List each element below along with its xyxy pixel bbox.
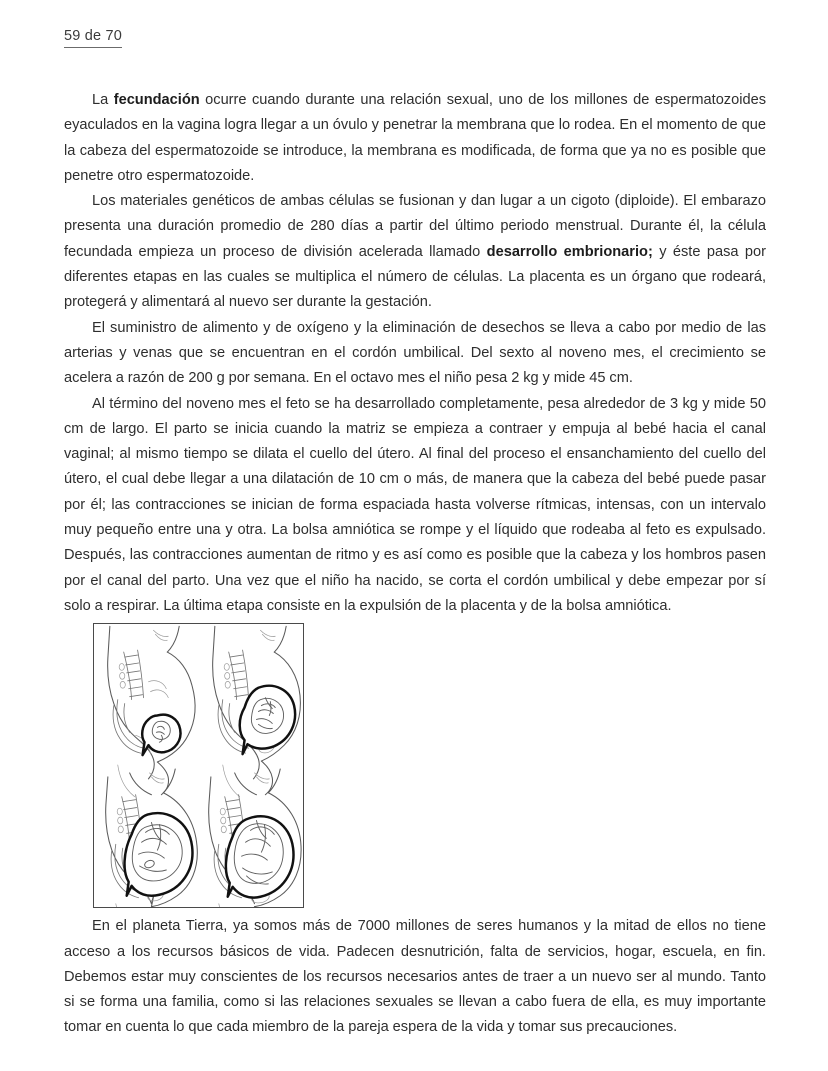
- text-run: La: [92, 92, 114, 108]
- paragraph-noveno-mes-parto: [64, 392, 766, 620]
- paragraph-suministro: [64, 316, 766, 392]
- body-content: [64, 88, 766, 1041]
- text-run: El suministro de alimento y de oxígeno y la eliminación de desechos se lleva a cabo por medio de las arterias y venas que se encuentran en el cordón umbilical. Del sexto al noveno mes, el crecimiento se acelera a razón de 200 g por semana. En el octavo mes el niño pesa 2 kg y mide 45 cm.: [64, 319, 766, 387]
- page-number-header: 59 de 70: [64, 27, 122, 48]
- paragraph-materiales-geneticos: [64, 189, 766, 315]
- figure-container: [93, 623, 766, 908]
- fetal-development-stages-illustration: [93, 623, 304, 908]
- text-run: y éste pasa por diferentes etapas en las cuales se multiplica el número de células. La placenta es un órgano que rodeará, protegerá y alimentará al nuevo ser durante la gestación.: [64, 243, 766, 311]
- text-run: En el planeta Tierra, ya somos más de 7000 millones de seres humanos y la mitad de ellos no tiene acceso a los recursos básicos de vida. Padecen desnutrición, falta de servicios, hogar, escuela, en fin. Debemos estar muy conscientes de los recursos necesarios antes de traer a un nuevo ser al mundo. Tanto si se forma una familia, como si las relaciones sexuales se llevan a cabo fuera de ella, es muy importante tomar en cuenta lo que cada miembro de la pareja espera de la vida y tomar sus precauciones.: [64, 918, 766, 1036]
- text-run: ocurre cuando durante una relación sexual, uno de los millones de espermatozoides eyaculados en la vagina logra llegar a un óvulo y penetrar la membrana que lo rodea. En el momento de que la cabeza del espermatozoide se introduce, la membrana es modificada, de forma que ya no es posible que penetre otro espermatozoide.: [64, 92, 766, 184]
- paragraph-fecundacion: [64, 88, 766, 189]
- text-run-bold: fecundación: [113, 92, 200, 108]
- paragraph-planeta-tierra: [64, 914, 766, 1040]
- text-run: Al término del noveno mes el feto se ha desarrollado completamente, pesa alrededor de 3 kg y mide 50 cm de largo. El parto se inicia cuando la matriz se empieza a contraer y empuja al bebé hacia el canal vaginal; al mismo tiempo se dilata el cuello del útero. Al final del proceso el ensanchamiento del cuello del útero, el cual debe llegar a una dilatación de 10 cm o más, de manera que la cabeza del bebé puede pasar por él; las contracciones se inician de forma espaciada hasta volverse rítmicas, intensas, con un intervalo muy pequeño entre una y otra. La bolsa amniótica se rompe y el líquido que rodeaba al feto es expulsado. Después, las contracciones aumentan de ritmo y es así como es posible que la cabeza y los hombros pasen por el canal del parto. Una vez que el niño ha nacido, se corta el cordón umbilical y debe empezar por sí solo a respirar. La última etapa consiste en la expulsión de la placenta y de la bolsa amniótica.: [64, 395, 766, 614]
- text-run: Los materiales genéticos de ambas células se fusionan y dan lugar a un cigoto (diploide). El embarazo presenta una duración promedio de 280 días a partir del último periodo menstrual. Durante él, la célula fecundada empieza un proceso de división acelerada llamado: [64, 193, 766, 260]
- text-run-bold: desarrollo embrionario;: [486, 243, 653, 260]
